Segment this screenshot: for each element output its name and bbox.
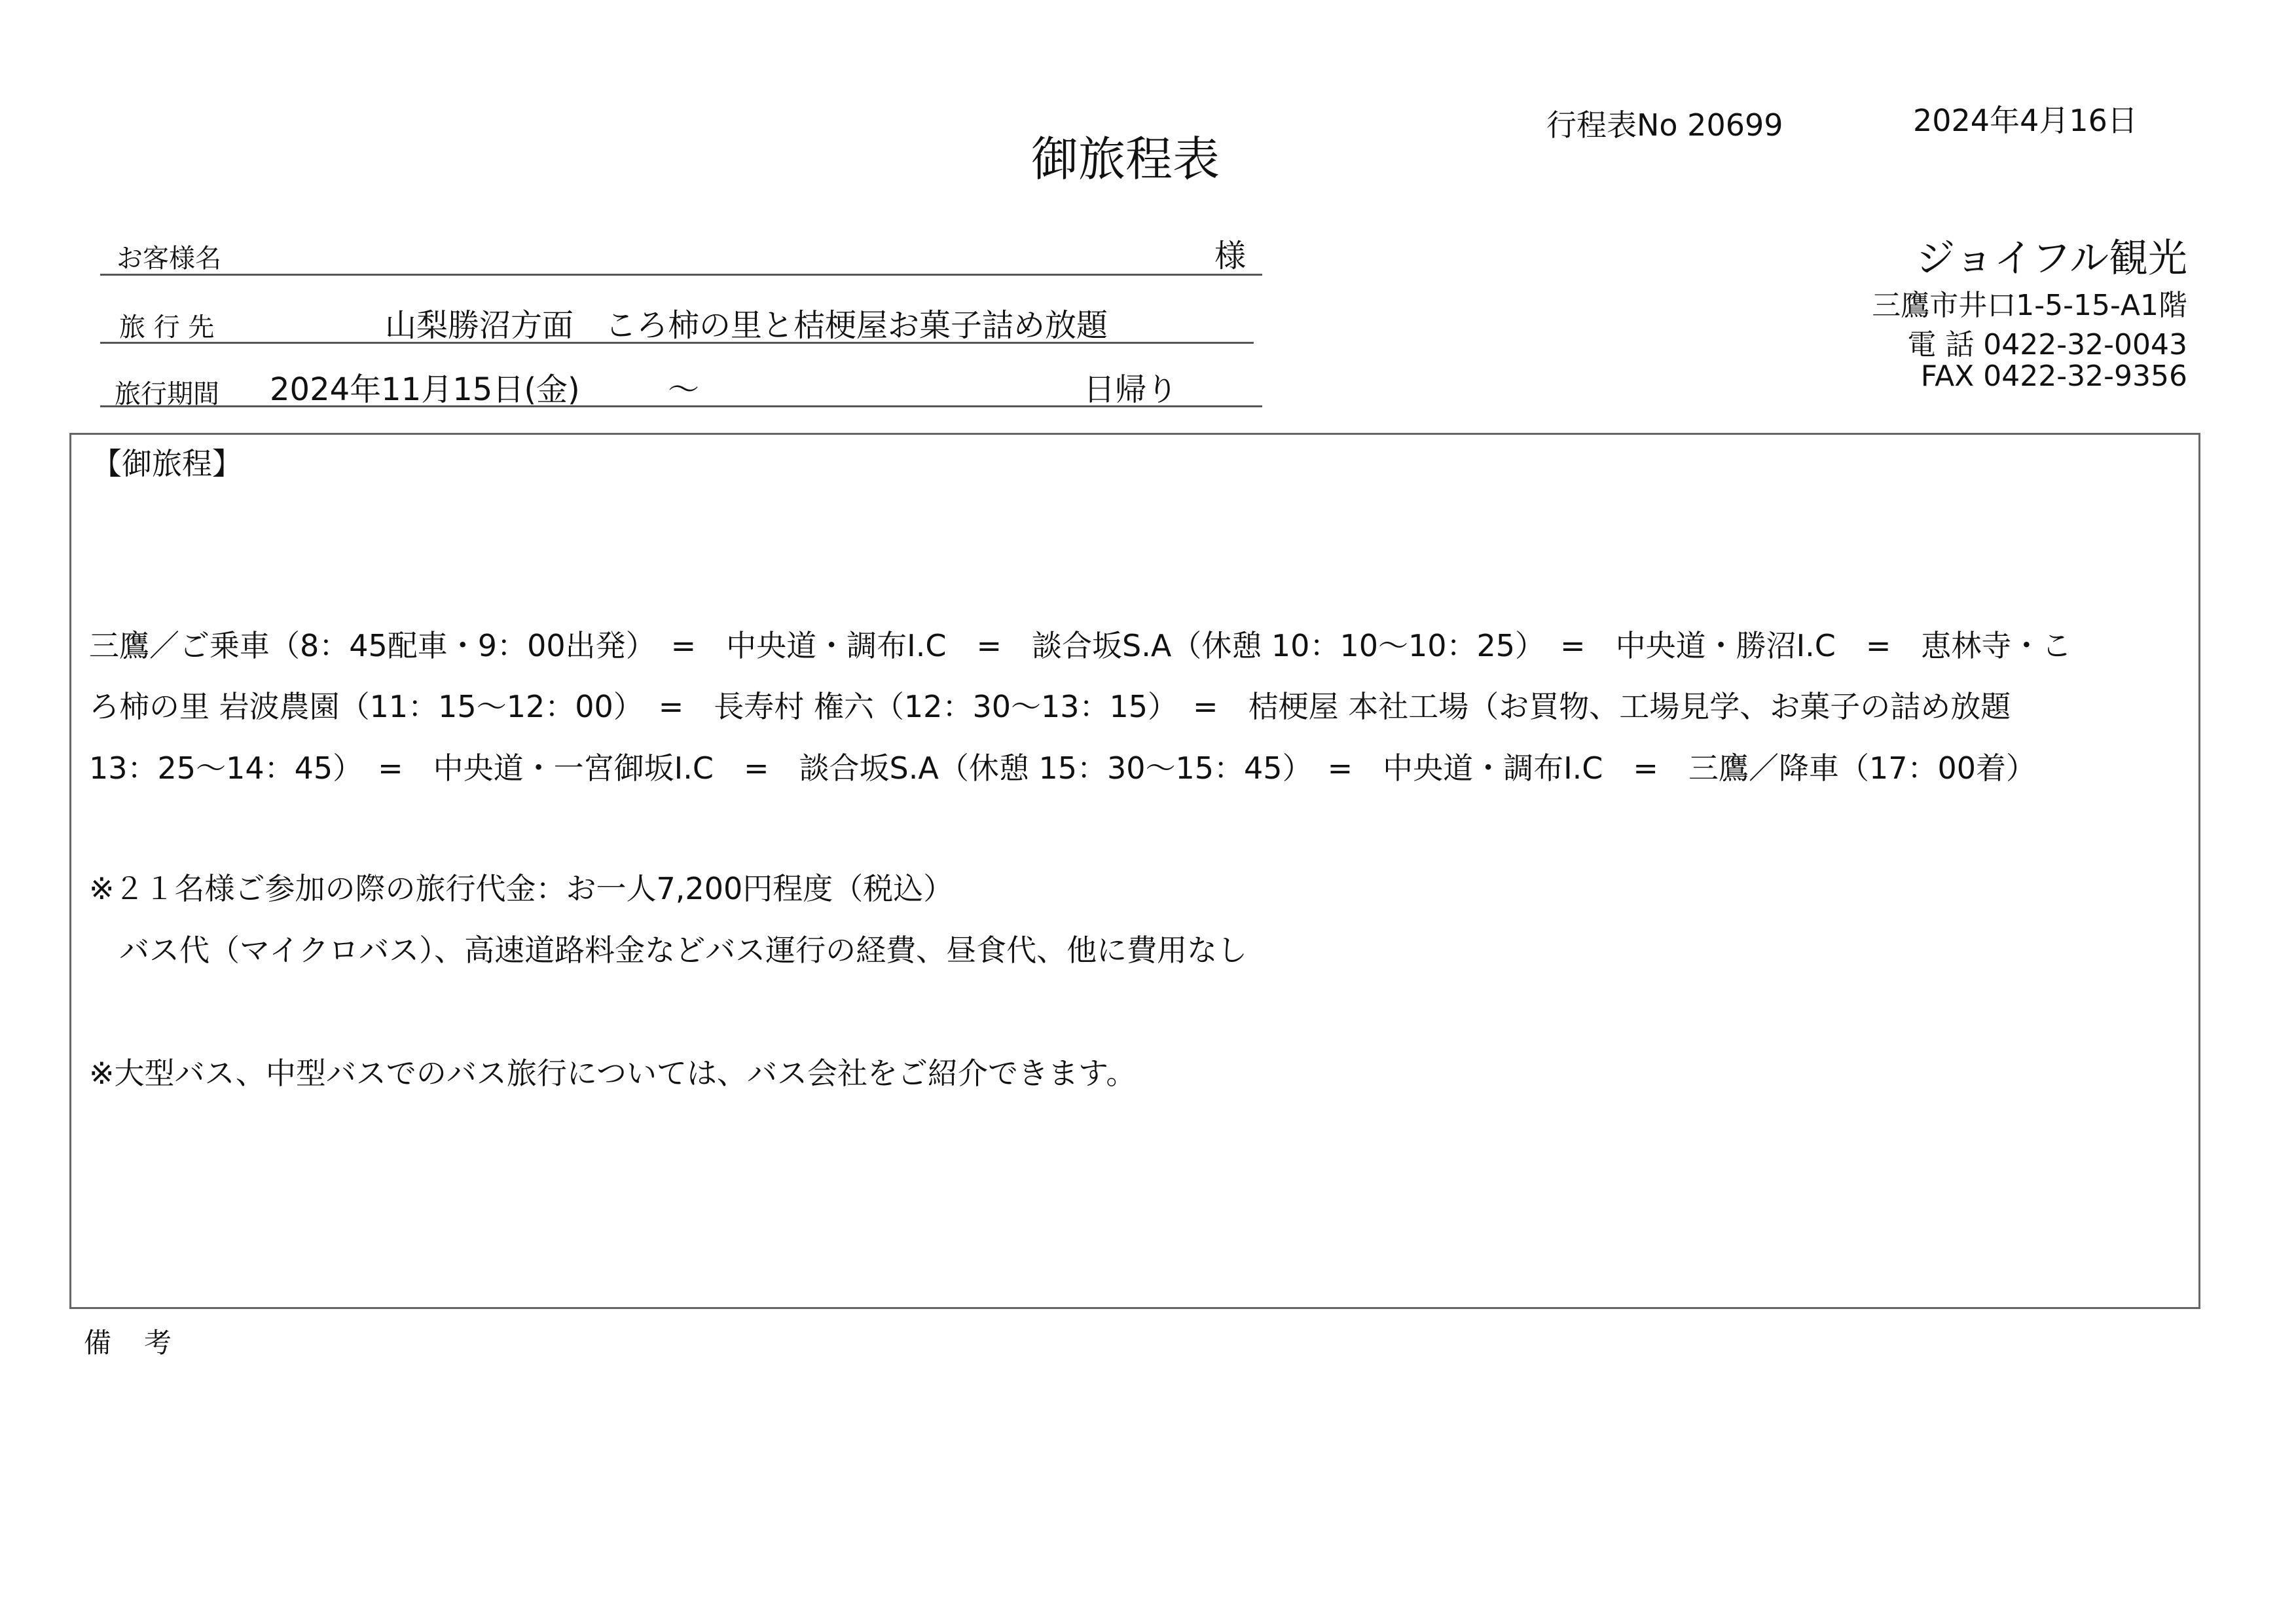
destination-label: 旅 行 先 bbox=[119, 312, 215, 342]
period-label: 旅行期間 bbox=[115, 379, 219, 409]
route-line-1: 三鷹／ご乗車（8：45配車・9：00出発） = 中央道・調布I.C = 談合坂S.A（休憩 10：10～10：25） = 中央道・勝沼I.C = 恵林寺・こ bbox=[89, 628, 2072, 663]
remarks-label: 備 考 bbox=[84, 1327, 175, 1359]
itinerary-number: 行程表No 20699 bbox=[1546, 107, 1783, 143]
company-phone: 電 話 0422-32-0043 bbox=[1907, 328, 2187, 361]
period-duration: 日帰り bbox=[1084, 371, 1178, 408]
company-fax: FAX 0422-32-9356 bbox=[1920, 360, 2187, 393]
issue-date: 2024年4月16日 bbox=[1913, 103, 2138, 138]
bus-note: ※大型バス、中型バスでのバス旅行については、バス会社をご紹介できます。 bbox=[89, 1056, 1137, 1091]
route-line-3: 13：25～14：45） = 中央道・一宮御坂I.C = 談合坂S.A（休憩 15：30～15：45） = 中央道・調布I.C = 三鷹／降車（17：00着） bbox=[89, 750, 2037, 786]
destination-value: 山梨勝沼方面 ころ柿の里と桔梗屋お菓子詰め放題 bbox=[385, 307, 1108, 344]
destination-underline bbox=[100, 342, 1254, 344]
price-detail: バス代（マイクロバス）、高速道路料金などバス運行の経費、昼食代、他に費用なし bbox=[89, 932, 1248, 968]
customer-label: お客様名 bbox=[117, 244, 221, 274]
document-title: 御旅程表 bbox=[1031, 132, 1220, 187]
customer-honorific: 様 bbox=[1214, 238, 1247, 274]
price-note: ※２１名様ご参加の際の旅行代金：お一人7,200円程度（税込） bbox=[89, 871, 954, 906]
customer-underline bbox=[100, 274, 1262, 276]
company-address: 三鷹市井口1-5-15-A1階 bbox=[1872, 289, 2187, 322]
period-separator: ～ bbox=[668, 371, 700, 408]
itinerary-heading: 【御旅程】 bbox=[92, 446, 242, 481]
route-line-2: ろ柿の里 岩波農園（11：15～12：00） = 長寿村 権六（12：30～13：15） = 桔梗屋 本社工場（お買物、工場見学、お菓子の詰め放題 bbox=[89, 689, 2011, 724]
period-underline bbox=[100, 405, 1262, 407]
company-name: ジョイフル観光 bbox=[1916, 236, 2187, 282]
period-start: 2024年11月15日(金) bbox=[270, 371, 580, 408]
